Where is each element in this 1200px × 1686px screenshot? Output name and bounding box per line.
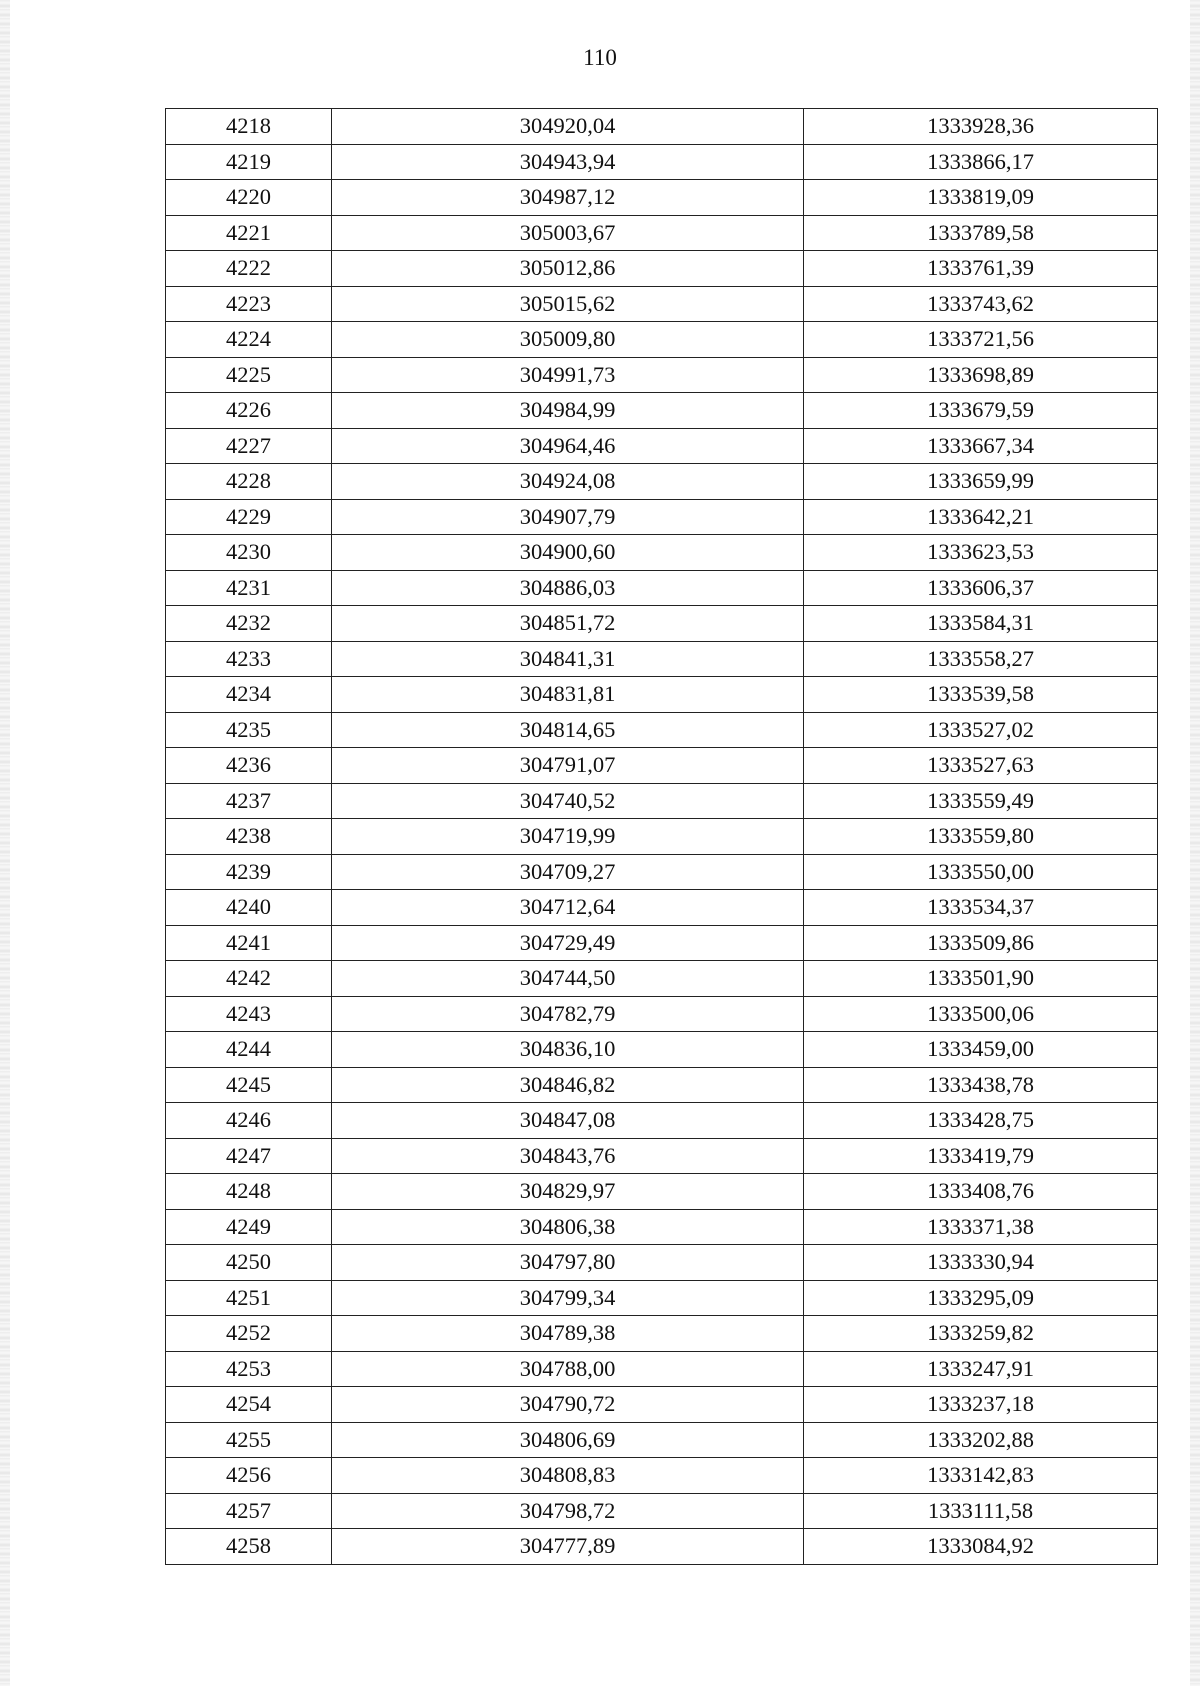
x-coordinate-cell: 304907,79 — [332, 499, 804, 535]
x-coordinate-cell: 304831,81 — [332, 677, 804, 713]
x-coordinate-cell: 305003,67 — [332, 215, 804, 251]
point-number-cell: 4248 — [166, 1174, 332, 1210]
table-row — [166, 819, 1158, 855]
table-row — [166, 996, 1158, 1032]
point-number-cell: 4221 — [166, 215, 332, 251]
table-row — [166, 535, 1158, 571]
y-coordinate-cell: 1333500,06 — [804, 996, 1158, 1032]
point-number-cell: 4256 — [166, 1458, 332, 1494]
y-coordinate-cell: 1333819,09 — [804, 180, 1158, 216]
y-coordinate-cell: 1333721,56 — [804, 322, 1158, 358]
point-number-cell: 4238 — [166, 819, 332, 855]
x-coordinate-cell: 304719,99 — [332, 819, 804, 855]
x-coordinate-cell: 304788,00 — [332, 1351, 804, 1387]
x-coordinate-cell: 304712,64 — [332, 890, 804, 926]
point-number-cell: 4240 — [166, 890, 332, 926]
x-coordinate-cell: 304798,72 — [332, 1493, 804, 1529]
x-coordinate-cell: 304806,69 — [332, 1422, 804, 1458]
y-coordinate-cell: 1333247,91 — [804, 1351, 1158, 1387]
table-row — [166, 1280, 1158, 1316]
table-row — [166, 180, 1158, 216]
x-coordinate-cell: 304964,46 — [332, 428, 804, 464]
x-coordinate-cell: 304943,94 — [332, 144, 804, 180]
table-row — [166, 499, 1158, 535]
page-number: 110 — [583, 45, 617, 70]
point-number-cell: 4237 — [166, 783, 332, 819]
x-coordinate-cell: 304797,80 — [332, 1245, 804, 1281]
x-coordinate-cell: 304799,34 — [332, 1280, 804, 1316]
point-number-cell: 4253 — [166, 1351, 332, 1387]
x-coordinate-cell: 304851,72 — [332, 606, 804, 642]
point-number-cell: 4257 — [166, 1493, 332, 1529]
table-row — [166, 925, 1158, 961]
table-row — [166, 1138, 1158, 1174]
x-coordinate-cell: 304808,83 — [332, 1458, 804, 1494]
point-number-cell: 4235 — [166, 712, 332, 748]
y-coordinate-cell: 1333534,37 — [804, 890, 1158, 926]
y-coordinate-cell: 1333459,00 — [804, 1032, 1158, 1068]
y-coordinate-cell: 1333295,09 — [804, 1280, 1158, 1316]
y-coordinate-cell: 1333559,49 — [804, 783, 1158, 819]
x-coordinate-cell: 304782,79 — [332, 996, 804, 1032]
x-coordinate-cell: 304847,08 — [332, 1103, 804, 1139]
point-number-cell: 4249 — [166, 1209, 332, 1245]
y-coordinate-cell: 1333527,63 — [804, 748, 1158, 784]
table-row — [166, 1245, 1158, 1281]
y-coordinate-cell: 1333679,59 — [804, 393, 1158, 429]
x-coordinate-cell: 304789,38 — [332, 1316, 804, 1352]
y-coordinate-cell: 1333142,83 — [804, 1458, 1158, 1494]
y-coordinate-cell: 1333789,58 — [804, 215, 1158, 251]
x-coordinate-cell: 304729,49 — [332, 925, 804, 961]
point-number-cell: 4234 — [166, 677, 332, 713]
x-coordinate-cell: 304846,82 — [332, 1067, 804, 1103]
scan-edge-right — [1190, 0, 1200, 1686]
table-row — [166, 1316, 1158, 1352]
table-row — [166, 1209, 1158, 1245]
y-coordinate-cell: 1333371,38 — [804, 1209, 1158, 1245]
point-number-cell: 4226 — [166, 393, 332, 429]
point-number-cell: 4218 — [166, 109, 332, 145]
table-row — [166, 1067, 1158, 1103]
scan-edge-left — [0, 0, 10, 1686]
y-coordinate-cell: 1333866,17 — [804, 144, 1158, 180]
x-coordinate-cell: 304886,03 — [332, 570, 804, 606]
point-number-cell: 4252 — [166, 1316, 332, 1352]
table-row — [166, 393, 1158, 429]
y-coordinate-cell: 1333527,02 — [804, 712, 1158, 748]
x-coordinate-cell: 305015,62 — [332, 286, 804, 322]
point-number-cell: 4254 — [166, 1387, 332, 1423]
x-coordinate-cell: 304984,99 — [332, 393, 804, 429]
x-coordinate-cell: 305009,80 — [332, 322, 804, 358]
x-coordinate-cell: 304900,60 — [332, 535, 804, 571]
table-row — [166, 1458, 1158, 1494]
y-coordinate-cell: 1333501,90 — [804, 961, 1158, 997]
y-coordinate-cell: 1333084,92 — [804, 1529, 1158, 1565]
table-row — [166, 1032, 1158, 1068]
y-coordinate-cell: 1333698,89 — [804, 357, 1158, 393]
x-coordinate-cell: 304790,72 — [332, 1387, 804, 1423]
table-row — [166, 783, 1158, 819]
table-row — [166, 606, 1158, 642]
table-row — [166, 1174, 1158, 1210]
y-coordinate-cell: 1333202,88 — [804, 1422, 1158, 1458]
table-row — [166, 464, 1158, 500]
table-row — [166, 677, 1158, 713]
y-coordinate-cell: 1333667,34 — [804, 428, 1158, 464]
point-number-cell: 4220 — [166, 180, 332, 216]
point-number-cell: 4244 — [166, 1032, 332, 1068]
table-row — [166, 215, 1158, 251]
table-row — [166, 1103, 1158, 1139]
y-coordinate-cell: 1333928,36 — [804, 109, 1158, 145]
table-row — [166, 1387, 1158, 1423]
table-row — [166, 357, 1158, 393]
x-coordinate-cell: 304836,10 — [332, 1032, 804, 1068]
point-number-cell: 4230 — [166, 535, 332, 571]
coordinates-table-body — [166, 109, 1158, 1565]
x-coordinate-cell: 304791,07 — [332, 748, 804, 784]
x-coordinate-cell: 304991,73 — [332, 357, 804, 393]
y-coordinate-cell: 1333761,39 — [804, 251, 1158, 287]
table-row — [166, 890, 1158, 926]
point-number-cell: 4224 — [166, 322, 332, 358]
y-coordinate-cell: 1333259,82 — [804, 1316, 1158, 1352]
table-row — [166, 1422, 1158, 1458]
y-coordinate-cell: 1333408,76 — [804, 1174, 1158, 1210]
point-number-cell: 4222 — [166, 251, 332, 287]
point-number-cell: 4225 — [166, 357, 332, 393]
point-number-cell: 4227 — [166, 428, 332, 464]
y-coordinate-cell: 1333642,21 — [804, 499, 1158, 535]
point-number-cell: 4258 — [166, 1529, 332, 1565]
table-row — [166, 109, 1158, 145]
x-coordinate-cell: 304841,31 — [332, 641, 804, 677]
y-coordinate-cell: 1333237,18 — [804, 1387, 1158, 1423]
y-coordinate-cell: 1333623,53 — [804, 535, 1158, 571]
point-number-cell: 4233 — [166, 641, 332, 677]
y-coordinate-cell: 1333438,78 — [804, 1067, 1158, 1103]
x-coordinate-cell: 304806,38 — [332, 1209, 804, 1245]
point-number-cell: 4232 — [166, 606, 332, 642]
point-number-cell: 4251 — [166, 1280, 332, 1316]
y-coordinate-cell: 1333539,58 — [804, 677, 1158, 713]
y-coordinate-cell: 1333606,37 — [804, 570, 1158, 606]
point-number-cell: 4228 — [166, 464, 332, 500]
table-row — [166, 854, 1158, 890]
x-coordinate-cell: 304843,76 — [332, 1138, 804, 1174]
x-coordinate-cell: 304740,52 — [332, 783, 804, 819]
point-number-cell: 4241 — [166, 925, 332, 961]
x-coordinate-cell: 304777,89 — [332, 1529, 804, 1565]
x-coordinate-cell: 304744,50 — [332, 961, 804, 997]
table-row — [166, 641, 1158, 677]
table-row — [166, 748, 1158, 784]
y-coordinate-cell: 1333330,94 — [804, 1245, 1158, 1281]
table-row — [166, 1351, 1158, 1387]
y-coordinate-cell: 1333509,86 — [804, 925, 1158, 961]
y-coordinate-cell: 1333419,79 — [804, 1138, 1158, 1174]
y-coordinate-cell: 1333111,58 — [804, 1493, 1158, 1529]
point-number-cell: 4229 — [166, 499, 332, 535]
table-row — [166, 961, 1158, 997]
x-coordinate-cell: 304920,04 — [332, 109, 804, 145]
x-coordinate-cell: 304814,65 — [332, 712, 804, 748]
table-row — [166, 570, 1158, 606]
table-row — [166, 144, 1158, 180]
coordinates-table — [165, 108, 1158, 1565]
x-coordinate-cell: 305012,86 — [332, 251, 804, 287]
table-row — [166, 428, 1158, 464]
point-number-cell: 4246 — [166, 1103, 332, 1139]
table-row — [166, 322, 1158, 358]
table-row — [166, 251, 1158, 287]
point-number-cell: 4250 — [166, 1245, 332, 1281]
y-coordinate-cell: 1333559,80 — [804, 819, 1158, 855]
point-number-cell: 4243 — [166, 996, 332, 1032]
y-coordinate-cell: 1333743,62 — [804, 286, 1158, 322]
y-coordinate-cell: 1333558,27 — [804, 641, 1158, 677]
point-number-cell: 4223 — [166, 286, 332, 322]
point-number-cell: 4219 — [166, 144, 332, 180]
x-coordinate-cell: 304709,27 — [332, 854, 804, 890]
point-number-cell: 4236 — [166, 748, 332, 784]
point-number-cell: 4239 — [166, 854, 332, 890]
x-coordinate-cell: 304987,12 — [332, 180, 804, 216]
y-coordinate-cell: 1333428,75 — [804, 1103, 1158, 1139]
table-row — [166, 286, 1158, 322]
point-number-cell: 4255 — [166, 1422, 332, 1458]
y-coordinate-cell: 1333659,99 — [804, 464, 1158, 500]
y-coordinate-cell: 1333550,00 — [804, 854, 1158, 890]
table-row — [166, 712, 1158, 748]
table-row — [166, 1493, 1158, 1529]
point-number-cell: 4242 — [166, 961, 332, 997]
point-number-cell: 4231 — [166, 570, 332, 606]
y-coordinate-cell: 1333584,31 — [804, 606, 1158, 642]
table-row — [166, 1529, 1158, 1565]
point-number-cell: 4247 — [166, 1138, 332, 1174]
x-coordinate-cell: 304924,08 — [332, 464, 804, 500]
point-number-cell: 4245 — [166, 1067, 332, 1103]
x-coordinate-cell: 304829,97 — [332, 1174, 804, 1210]
